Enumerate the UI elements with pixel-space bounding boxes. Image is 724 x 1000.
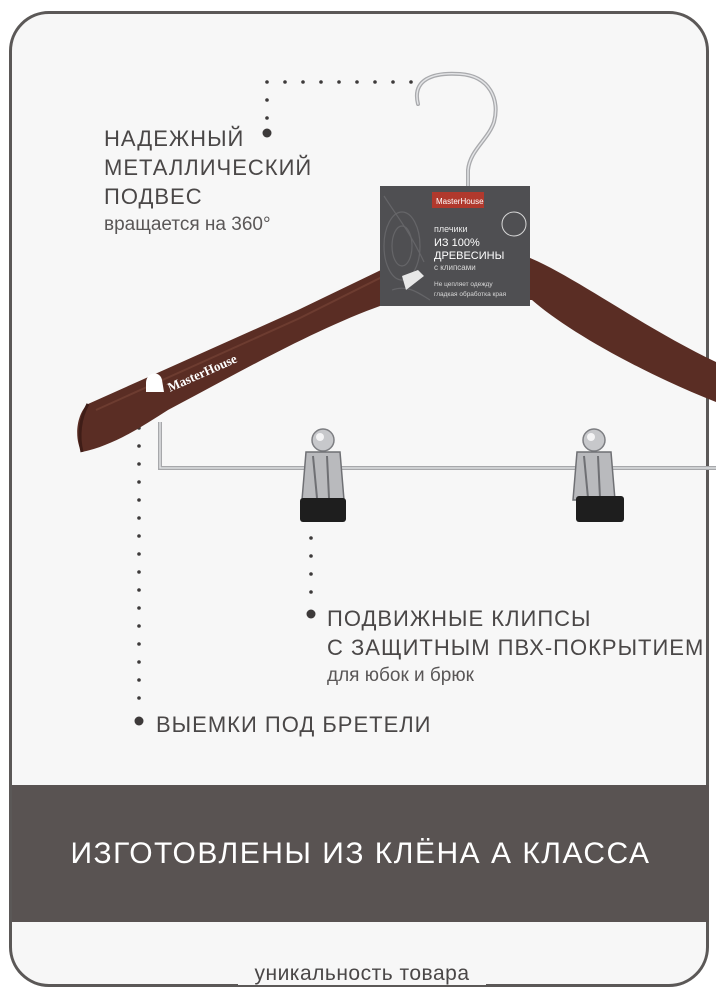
hanger-brand-stamp: MasterHouse (165, 350, 240, 395)
footer (0, 962, 724, 986)
tag-note2: гладкая обработка края (434, 291, 507, 298)
clip-left (300, 429, 346, 522)
tag-line3: ДРЕВЕСИНЫ (434, 250, 505, 262)
clips-leader (307, 536, 316, 618)
clip-right (573, 429, 624, 522)
hook-icon (417, 74, 496, 195)
clips-title-line-1: ПОДВИЖНЫЕ КЛИПСЫ (327, 606, 592, 631)
hook-subtitle: вращается на 360° (104, 214, 271, 235)
clips-subtitle: для юбок и брюк (327, 665, 474, 686)
feature-hook (104, 124, 312, 239)
material-banner-text: ИЗГОТОВЛЕНЫ ИЗ КЛЁНА А КЛАССА (70, 836, 651, 870)
material-banner (12, 785, 709, 922)
notches-leader (135, 426, 144, 725)
product-tag (380, 186, 530, 306)
tag-line1: плечики (434, 224, 468, 234)
feature-notches (156, 710, 432, 739)
hook-title-line-1: НАДЕЖНЫЙ (104, 126, 245, 151)
hook-title-line-3: ПОДВЕС (104, 184, 203, 209)
trouser-bar (160, 422, 716, 468)
footer-text: уникальность товара (238, 962, 485, 985)
tag-line4: с клипсами (434, 263, 476, 272)
tag-brand: MasterHouse (436, 197, 484, 206)
notches-title: ВЫЕМКИ ПОД БРЕТЕЛИ (156, 712, 432, 737)
tag-note1: Не цепляет одежду (434, 281, 493, 288)
hook-title-line-2: МЕТАЛЛИЧЕСКИЙ (104, 155, 313, 180)
feature-clips (327, 604, 704, 690)
clips-title-line-2: С ЗАЩИТНЫМ ПВХ-ПОКРЫТИЕМ (327, 635, 705, 660)
tag-line2: ИЗ 100% (434, 237, 480, 249)
